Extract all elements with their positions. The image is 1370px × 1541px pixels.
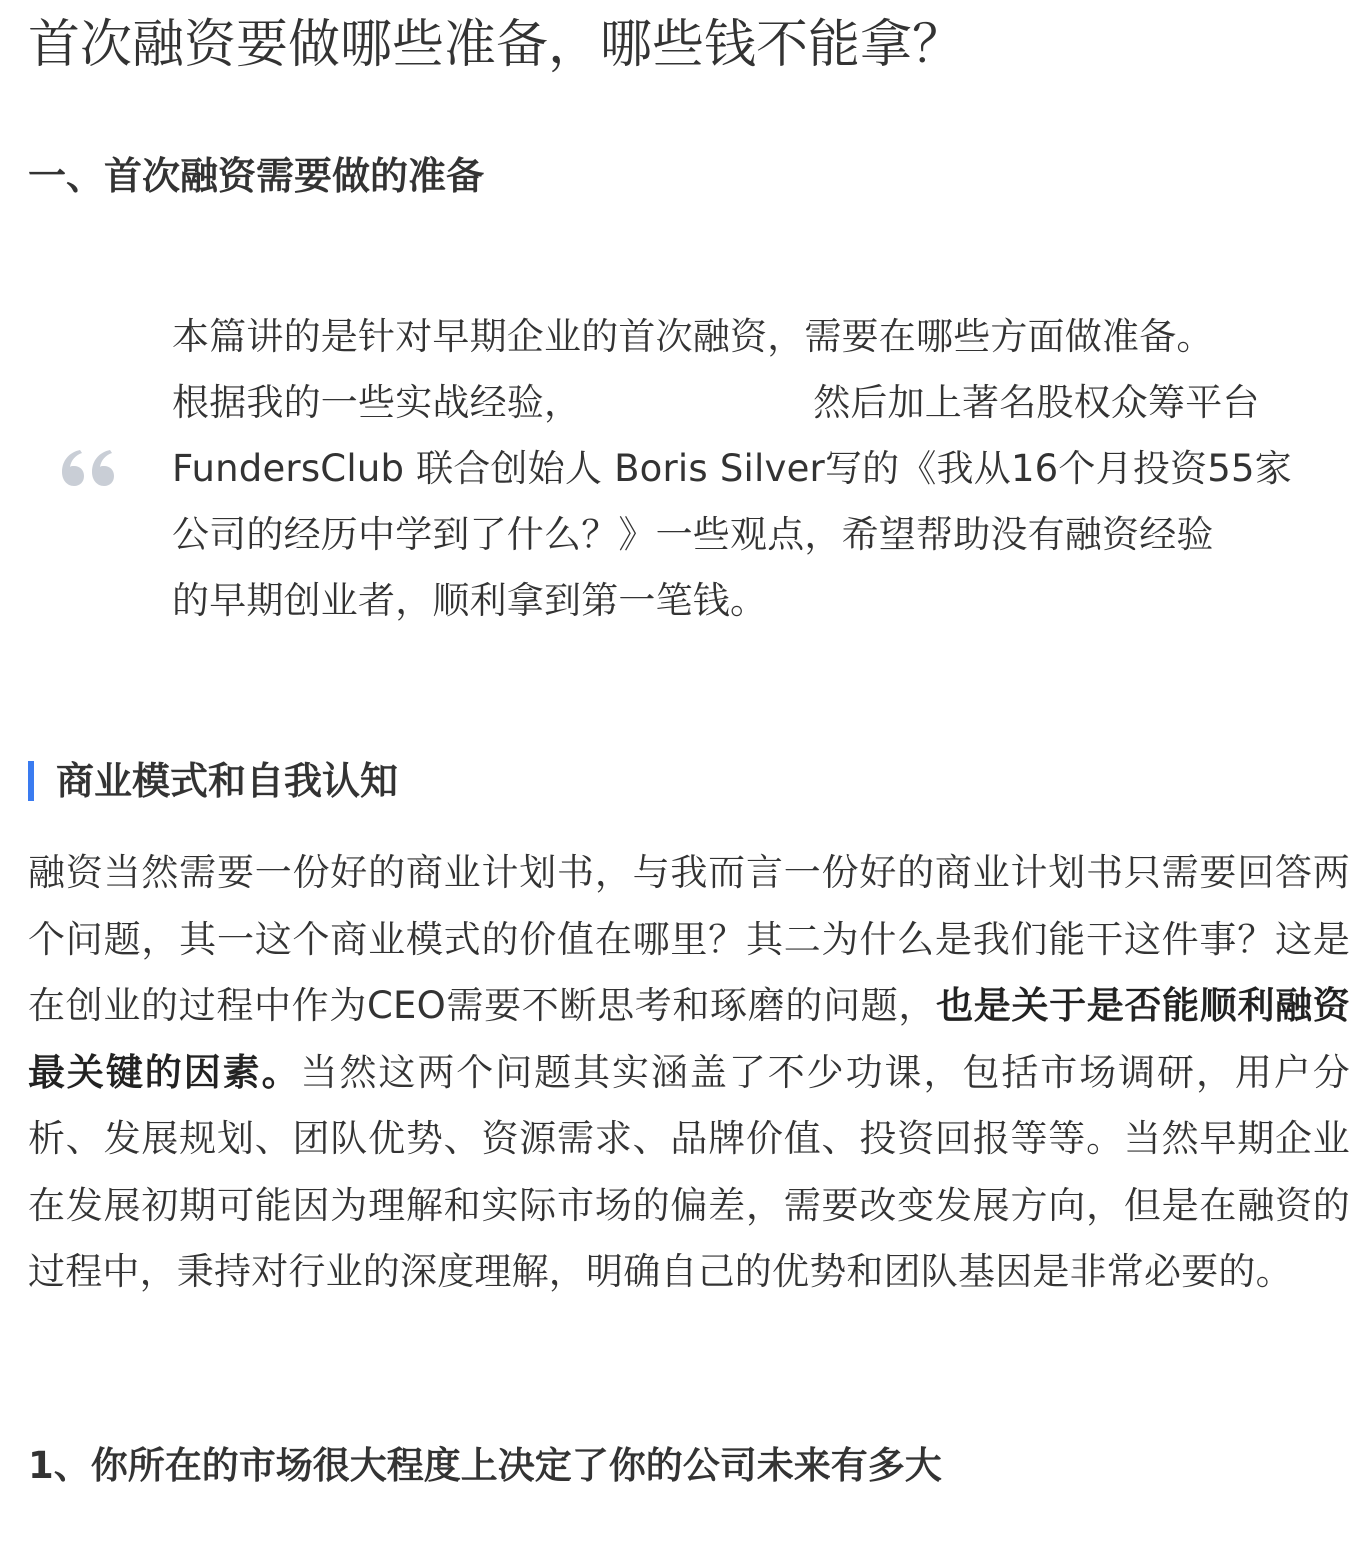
- quote-line: 公司的经历中学到了什么？》一些观点，希望帮助没有融资经验: [172, 513, 1214, 556]
- quote-line: 本篇讲的是针对早期企业的首次融资，需要在哪些方面做准备。: [172, 315, 1214, 358]
- quote-line: 的早期创业者，顺利拿到第一笔钱。: [172, 579, 768, 622]
- subheading-accent-bar: [28, 761, 34, 801]
- numbered-heading: 1、你所在的市场很大程度上决定了你的公司未来有多大: [28, 1444, 942, 1487]
- quote-line: 根据我的一些实战经验，: [172, 381, 582, 424]
- paragraph-bold-text: 也是关于是否能顺利融资最关键的因素。: [28, 984, 1350, 1094]
- section-heading: 一、首次融资需要做的准备: [28, 154, 485, 198]
- blockquote: [28, 304, 1348, 634]
- paragraph-text: 当然这两个问题其实涵盖了不少功课，包括市场调研，用户分析、发展规划、团队优势、资源需求、品牌价值、投资回报等等。当然早期企业在发展初期可能因为理解和实际市场的偏差，需要改变发展方向，但是在融资的过程中，秉持对行业的深度理解，明确自己的优势和团队基因是非常必要的。: [28, 1050, 1350, 1293]
- quote-open-icon: [58, 442, 118, 490]
- quote-line: FundersClub 联合创始人 Boris Silver写的《我从16个月投资55家: [172, 447, 1292, 490]
- subheading-text: 商业模式和自我认知: [56, 759, 399, 803]
- quote-text: [172, 304, 1342, 634]
- subheading: [28, 754, 398, 808]
- body-paragraph: [28, 840, 1350, 1306]
- quote-line: 然后加上著名股权众筹平台: [813, 381, 1260, 424]
- paragraph-text: 融资当然需要一份好的商业计划书，与我而言一份好的商业计划书只需要回答两个问题，其一这个商业模式的价值在哪里？其二为什么是我们能干这件事？这是在创业的过程中作为CEO需要不断思考和琢磨的问题，: [28, 851, 1350, 1027]
- article-title: 首次融资要做哪些准备，哪些钱不能拿？: [28, 15, 965, 75]
